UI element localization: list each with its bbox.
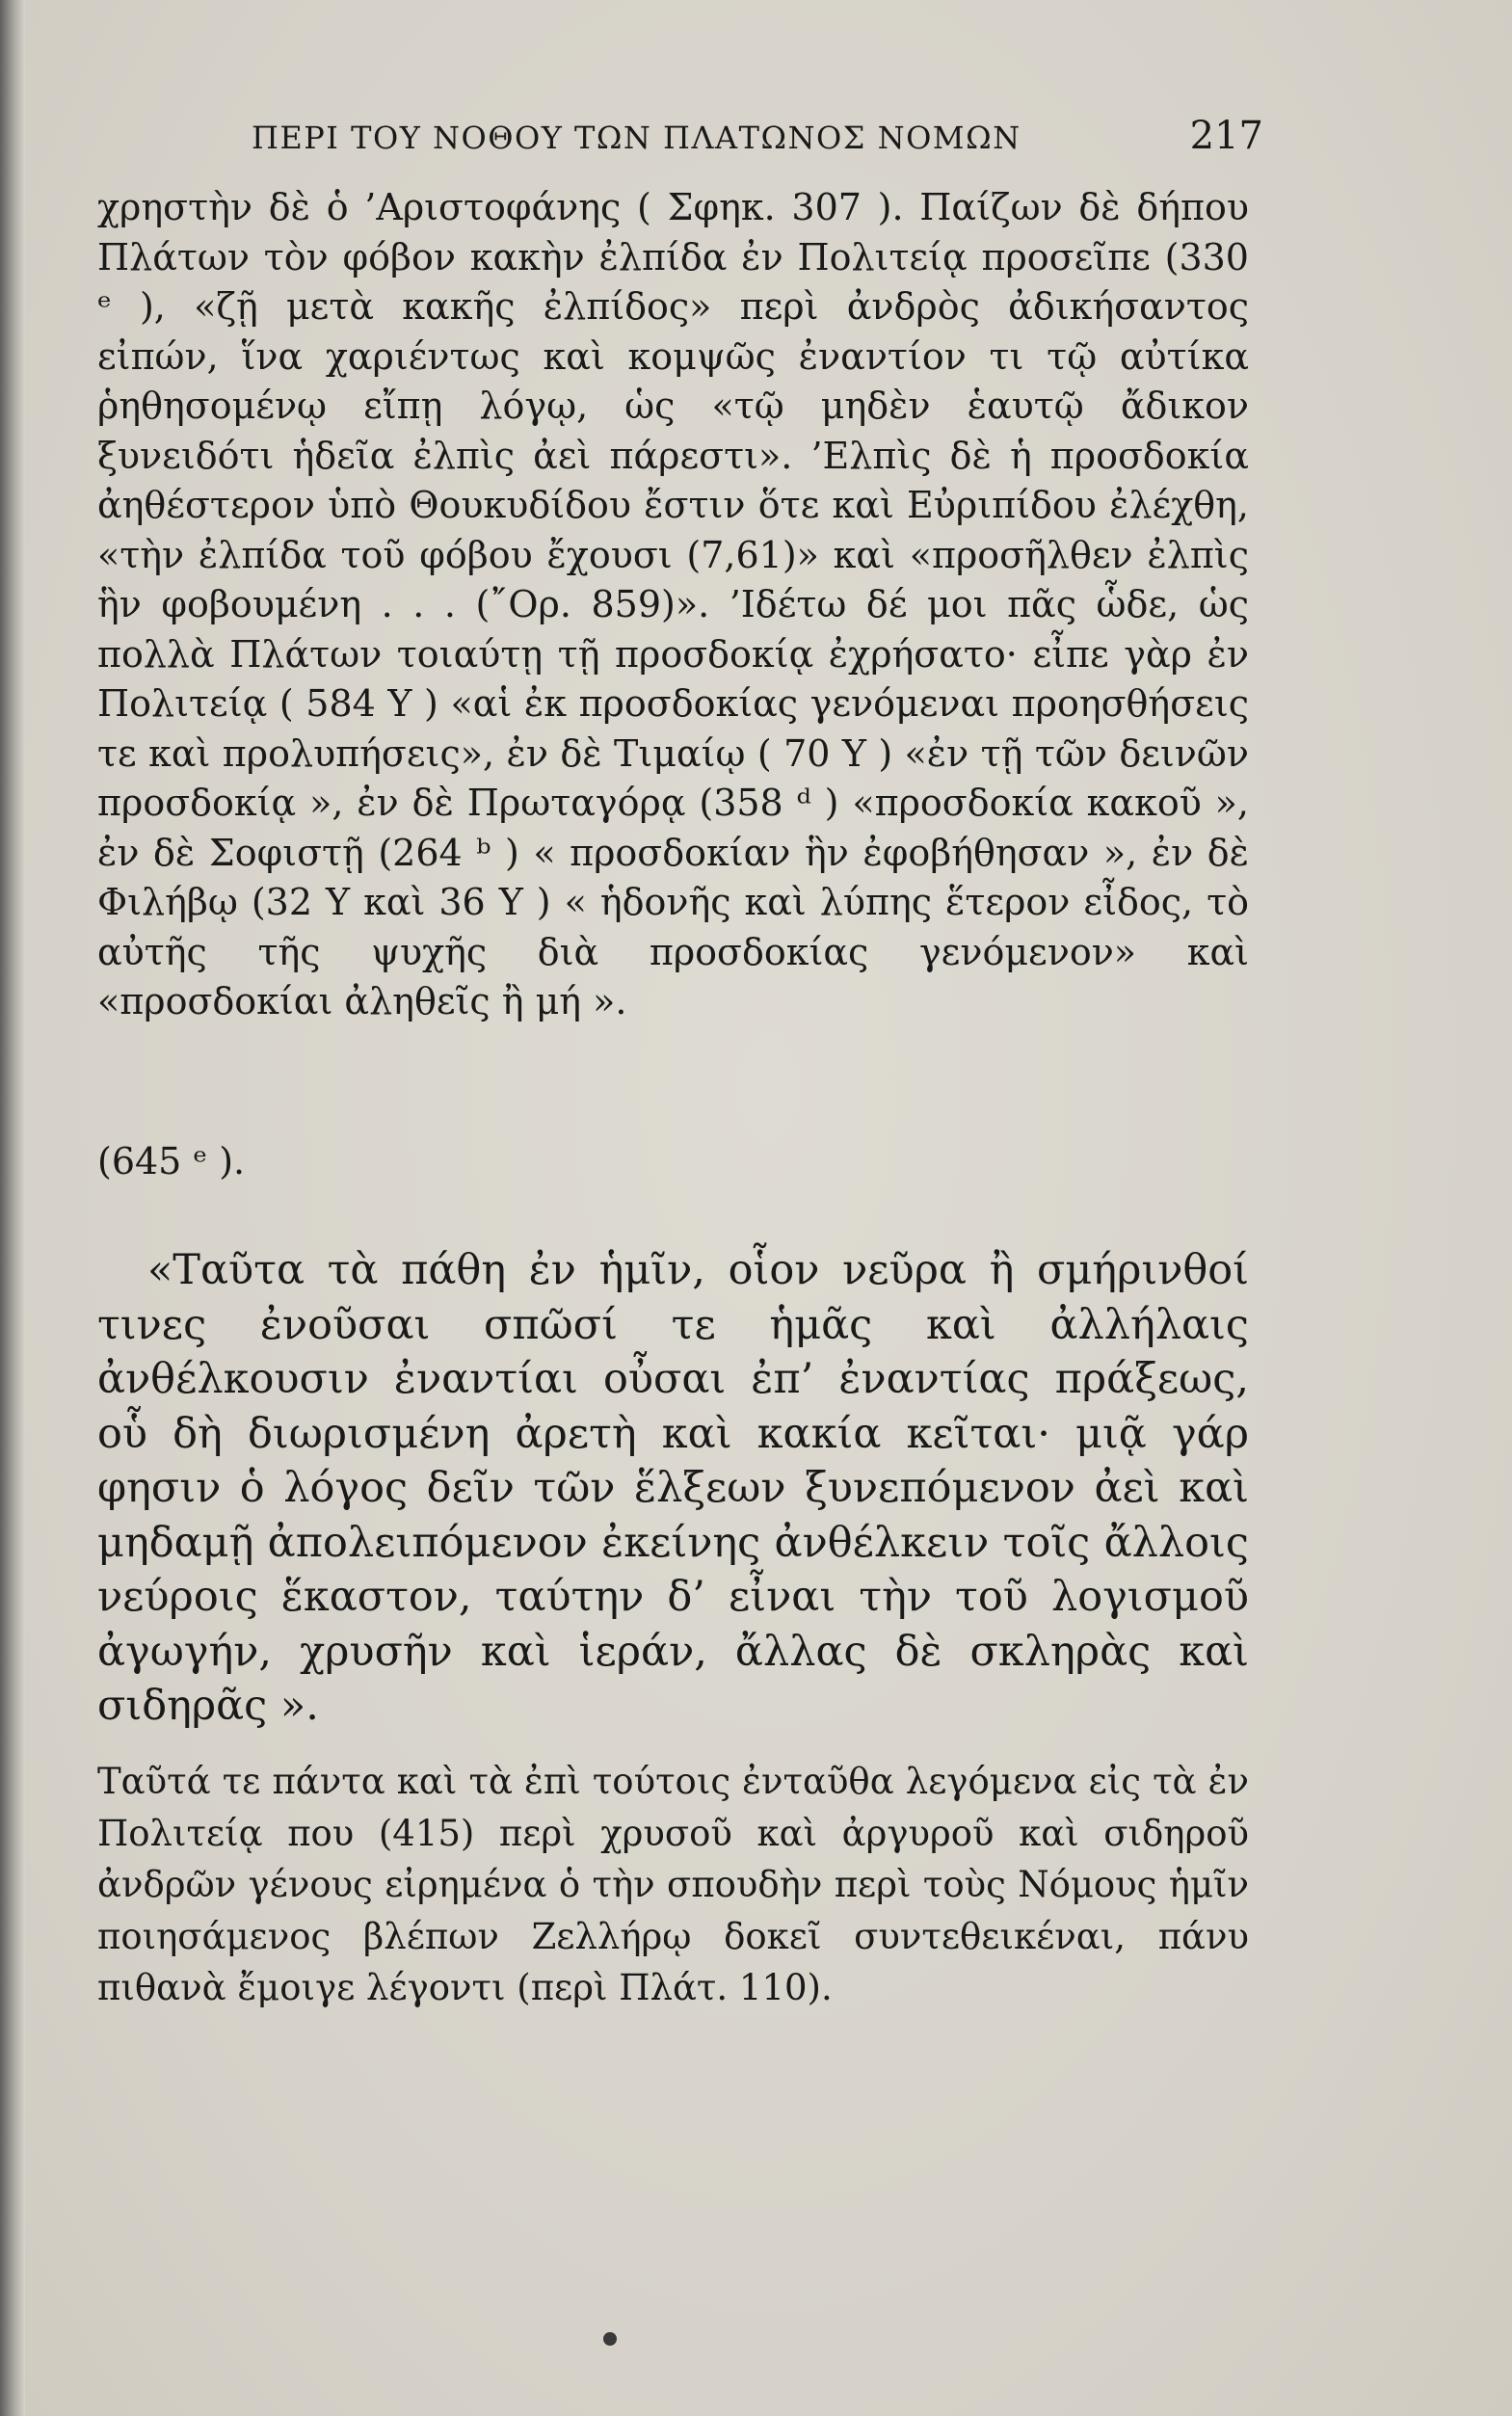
quotation-paragraph: «Ταῦτα τὰ πάθη ἐν ἡμῖν, οἷον νεῦρα ἢ σμήρινθοί τινες ἐνοῦσαι σπῶσί τε ἡμᾶς καὶ ἀλλήλαις ἀνθέλκουσιν ἐναντίαι οὖσαι ἐπ’ ἐναντίας πράξεως, οὗ δὴ διωρισμένη ἀρετὴ καὶ κακία κεῖται· μιᾷ γάρ φησιν ὁ λόγος δεῖν τῶν ἕλξεων ξυνεπόμενον ἀεὶ καὶ μηδαμῇ ἀπολειπόμενον ἐκείνης ἀνθέλκειν τοῖς ἄλλοις νεύροις ἕκαστον, ταύτην δ’ εἶναι τὴν τοῦ λογισμοῦ ἀγωγήν, χρυσῆν καὶ ἱεράν, ἄλλας δὲ σκληρὰς καὶ σιδηρᾶς ». — [97, 1246, 1249, 1730]
paragraph-continued-text: χρηστὴν δὲ ὁ ’Αριστοφάνης ( Σφηκ. 307 ). Παίζων δὲ δήπου Πλάτων τὸν φόβον κακὴν ἐλπίδα ἐν Πολιτείᾳ προσεῖπε (330 ᵉ ), «ζῇ μετὰ κακῆς ἐλπίδος» περὶ ἀνδρὸς ἀδικήσαντος εἰπών, ἵνα χαριέντως καὶ κομψῶς ἐναντίον τι τῷ αὐτίκα ῥηθησομένῳ εἴπῃ λόγῳ, ὡς «τῷ μηδὲν ἑαυτῷ ἄδικον ξυνειδότι ἡδεῖα ἐλπὶς ἀεὶ πάρεστι». ’Ελπὶς δὲ ἡ προσδοκία ἀηθέστερον ὑπὸ Θουκυδίδου ἔστιν ὅτε καὶ Εὐριπίδου ἐλέχθη, «τὴν ἐλπίδα τοῦ φόβου ἔχουσι (7,61)» καὶ «προσῆλθεν ἐλπὶς ἣν φοβουμένη . . . (῎Ορ. 859)». ’Ιδέτω δέ μοι πᾶς ὧδε, ὡς πολλὰ Πλάτων τοιαύτῃ τῇ προσδοκίᾳ ἐχρήσατο· εἶπε γὰρ ἐν Πολιτείᾳ ( 584 Υ ) «αἱ ἐκ προσδοκίας γενόμεναι προησθήσεις τε καὶ προλυπήσεις», ἐν δὲ Τιμαίῳ ( 70 Υ ) «ἐν τῇ τῶν δεινῶν προσδοκίᾳ », ἐν δὲ Πρωταγόρᾳ (358 ᵈ ) «προσδοκία κακοῦ », ἐν δὲ Σοφιστῇ (264 ᵇ ) « προσδοκίαν ἣν ἐφοβήθησαν », ἐν δὲ Φιλήβῳ (32 Υ καὶ 36 Υ ) « ἡδονῆς καὶ λύπης ἕτερον εἶδος, τὸ αὐτῆς τῆς ψυχῆς διὰ προσδοκίας γενόμενον» καὶ «προσδοκίαι ἀληθεῖς ἢ μή ». — [97, 186, 1249, 1022]
book-page — [25, 0, 1512, 2416]
commentary-paragraph: Ταῦτά τε πάντα καὶ τὰ ἐπὶ τούτοις ἐνταῦθα λεγόμενα εἰς τὰ ἐν Πολιτείᾳ που (415) περὶ χρυσοῦ καὶ ἀργυροῦ καὶ σιδηροῦ ἀνδρῶν γένους εἰρημένα ὁ τὴν σπουδὴν περὶ τοὺς Νόμους ἡμῖν ποιησάμενος βλέπων Ζελλήρῳ δοκεῖ συντεθεικέναι, πάνυ πιθανὰ ἔμοιγε λέγοντι (περὶ Πλάτ. 110). — [97, 1761, 1249, 2008]
running-title: ΠΕΡΙ ΤΟΥ ΝΟΘΟΥ ΤΩΝ ΠΛΑΤΩΝΟΣ ΝΟΜΩΝ — [252, 119, 1021, 156]
ink-spot — [603, 2332, 617, 2346]
scan-shadow-edge — [0, 0, 25, 2416]
page-number: 217 — [1189, 114, 1263, 158]
running-head — [252, 114, 1263, 172]
section-reference: (645 ᵉ ). — [97, 1140, 246, 1182]
